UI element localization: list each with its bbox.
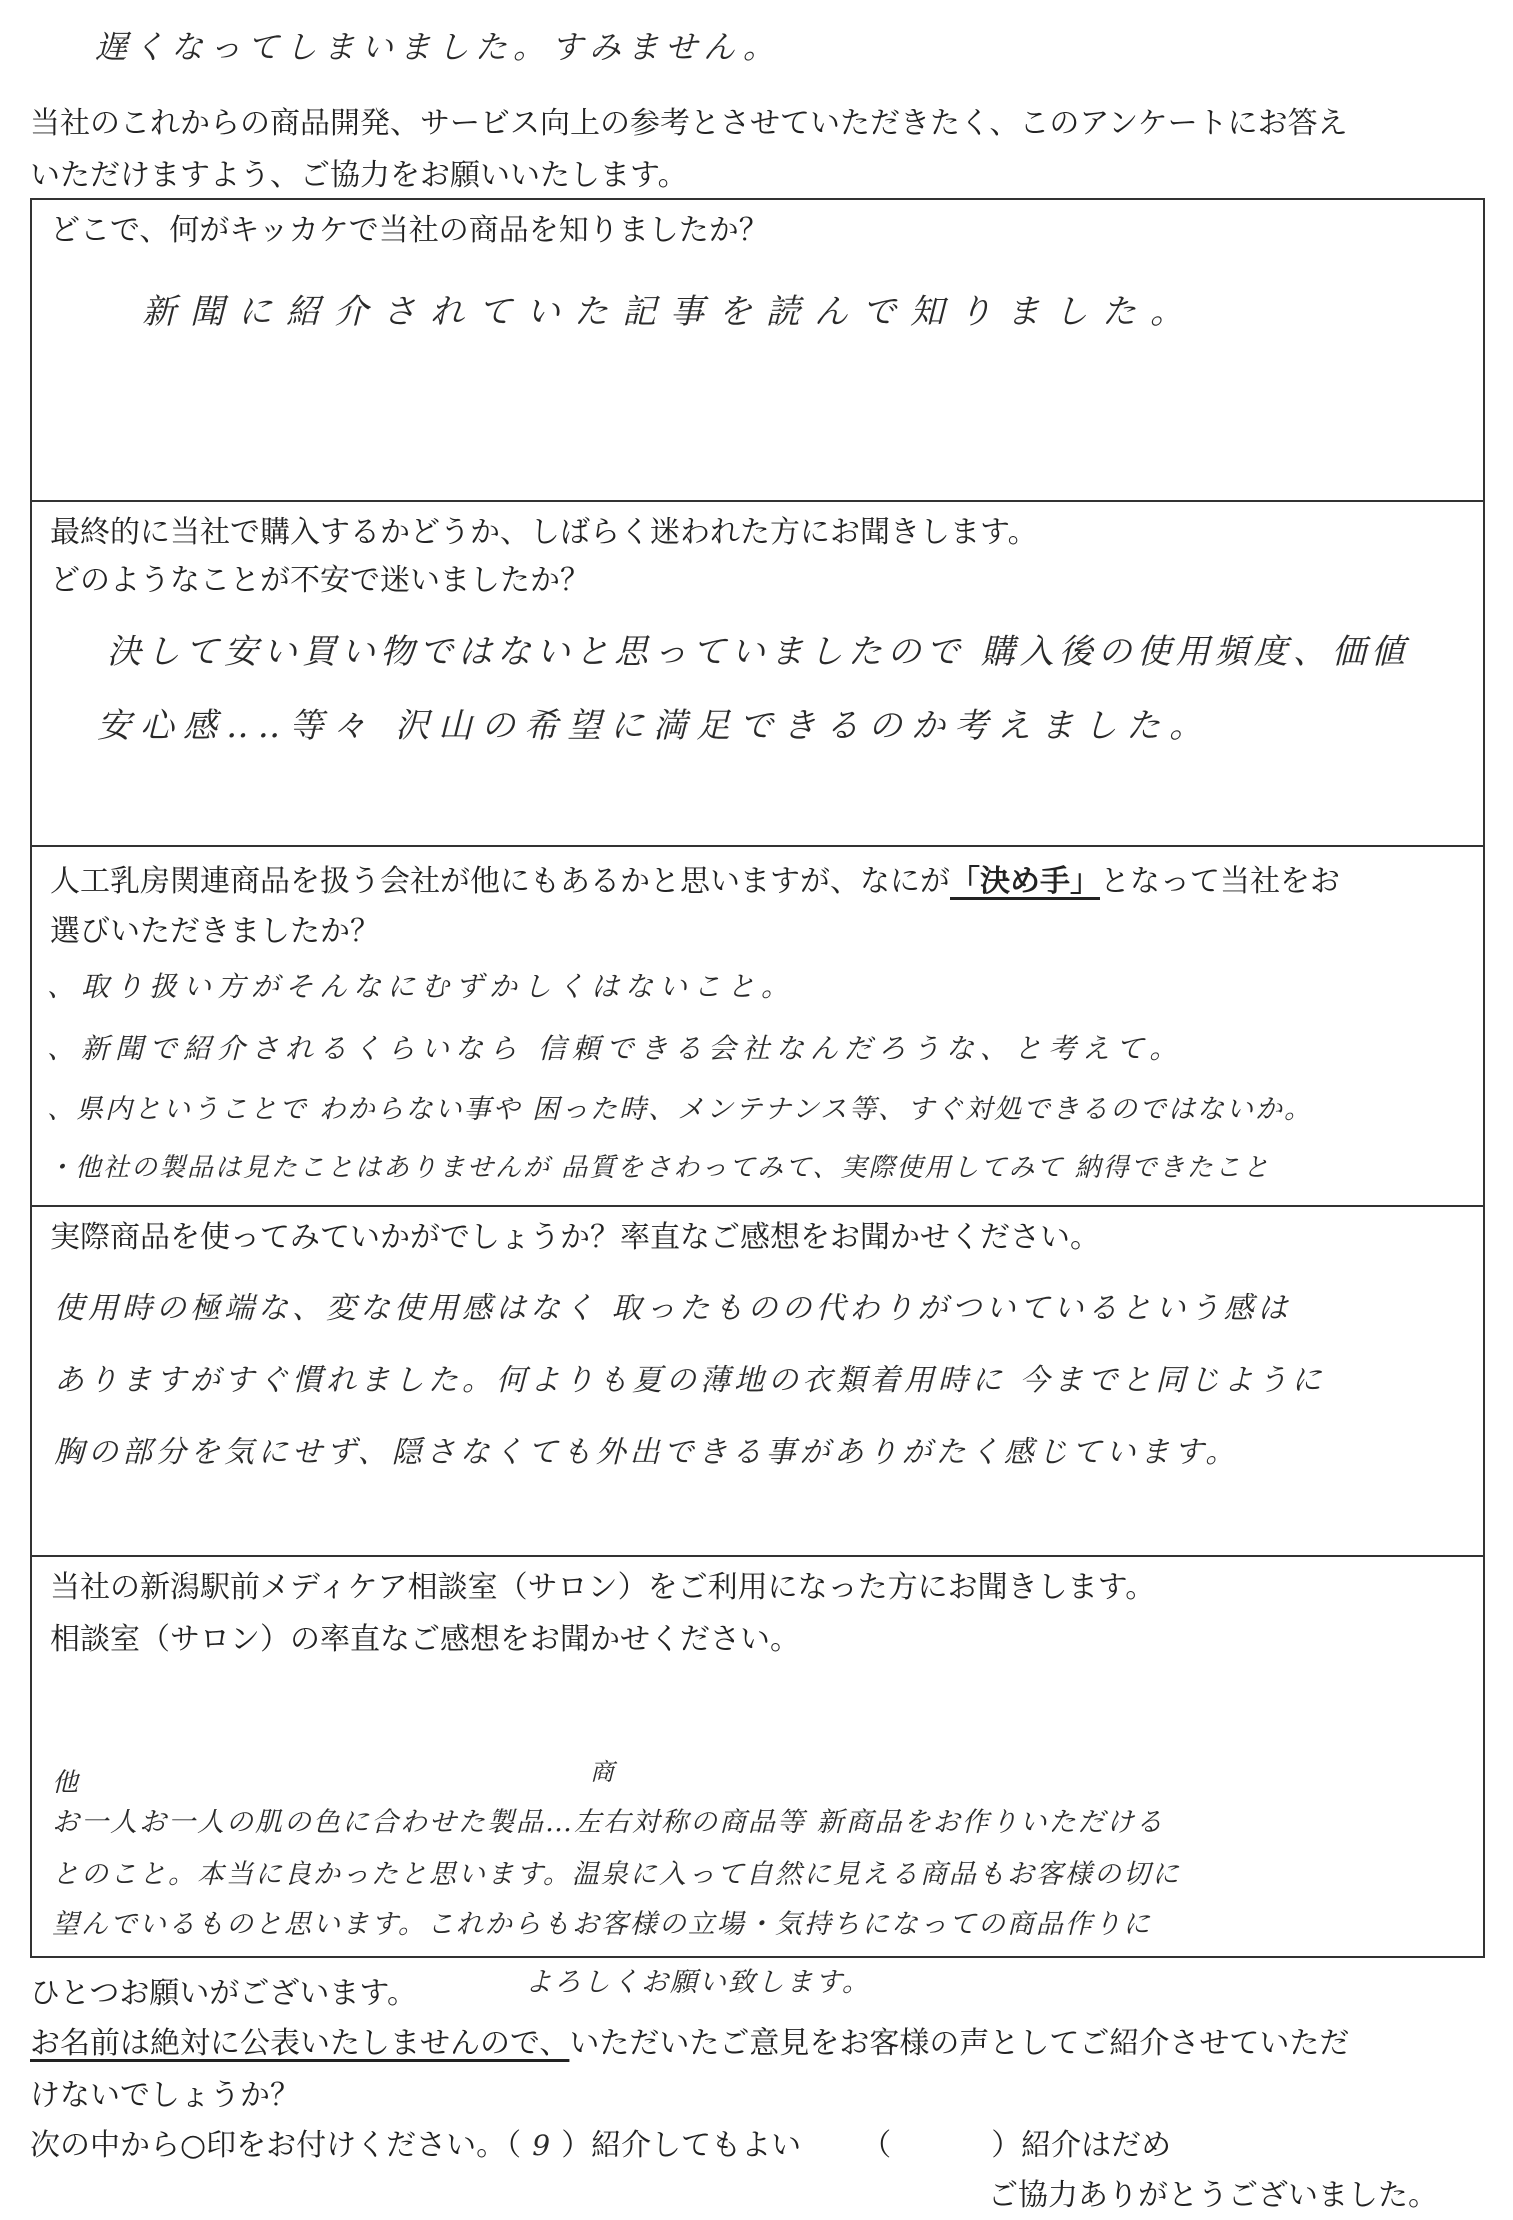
question-1-box — [30, 198, 1485, 500]
footer-choice-row — [30, 2122, 1171, 2170]
footer-consent-underlined: お名前は絶対に公表いたしませんので、 — [30, 2026, 570, 2061]
footer-thanks: ご協力ありがとうございました。 — [988, 2178, 1438, 2213]
question-2-box — [30, 500, 1485, 845]
question-3-text-before: 人工乳房関連商品を扱う会社が他にもあるかと思いますが、なにが — [50, 864, 950, 899]
intro-line-1: 当社のこれからの商品開発、サービス向上の参考とさせていただきたく、このアンケートにお答え — [30, 106, 1348, 141]
choice-ok-label: ）紹介してもよい — [561, 2128, 802, 2163]
question-5-text-line-2: 相談室（サロン）の率直なご感想をお聞かせください。 — [50, 1622, 800, 1657]
question-3-keyword: 「決め手」 — [950, 864, 1100, 899]
question-4-answer-line-1: 使用時の極端な、変な使用感はなく 取ったものの代わりがついているという感は — [54, 1291, 1292, 1326]
question-3-text-line-1 — [50, 859, 1340, 905]
footer-consent-line-1 — [30, 2020, 1349, 2068]
question-1-answer: 新聞に紹介されていた記事を読んで知りました。 — [142, 292, 1198, 332]
question-5-insert-note: 商 — [590, 1758, 614, 1786]
question-3-answer-4: ・他社の製品は見たことはありませんが 品質をさわってみて、実際使用してみて 納得できたこと — [47, 1153, 1271, 1183]
question-5-answer-line-4: よろしくお願い致します。 — [525, 1967, 871, 1998]
question-5-text-line-1: 当社の新潟駅前メディケア相談室（サロン）をご利用になった方にお聞きします。 — [50, 1570, 1156, 1605]
choice-ng-label: ）紹介はだめ — [991, 2128, 1172, 2163]
intro-line-2: いただけますよう、ご協力をお願いいたします。 — [30, 158, 688, 193]
question-5-margin-note: 他 — [52, 1768, 79, 1798]
question-4-box — [30, 1205, 1485, 1555]
question-1-text: どこで、何がキッカケで当社の商品を知りましたか？ — [50, 213, 769, 248]
question-4-answer-line-2: ありますがすぐ慣れました。何よりも夏の薄地の衣類着用時に 今までと同じように — [54, 1363, 1326, 1398]
question-2-answer-line-1: 決して安い買い物ではないと思っていましたので 購入後の使用頻度、価値 — [107, 632, 1410, 672]
header-handwritten-note: 遅くなってしまいました。すみません。 — [95, 28, 781, 66]
question-5-answer-line-1: お一人お一人の肌の色に合わせた製品…左右対称の商品等 新商品をお作りいただける — [52, 1807, 1165, 1838]
choice-prompt: 次の中から○印をお付けください。（ — [30, 2128, 522, 2163]
choice-ok-mark[interactable]: 9 — [532, 2129, 551, 2162]
question-3-text-after: となって当社をお — [1100, 864, 1340, 899]
footer-consent-rest: いただいたご意見をお客様の声としてご紹介させていただ — [569, 2026, 1350, 2061]
question-3-answer-1: 、取り扱い方がそんなにむずかしくはないこと。 — [47, 970, 796, 1003]
question-3-text-line-2: 選びいただきましたか？ — [50, 914, 380, 949]
question-2-text-line-1: 最終的に当社で購入するかどうか、しばらく迷われた方にお聞きします。 — [50, 515, 1038, 550]
question-2-text-line-2: どのようなことが不安で迷いましたか？ — [50, 563, 590, 598]
footer-request: ひとつお願いがございます。 — [30, 1976, 417, 2011]
question-3-box — [30, 845, 1485, 1205]
question-5-box — [30, 1555, 1485, 1958]
question-3-answer-3: 、県内ということで わからない事や 困った時、メンテナンス等、すぐ対処できるのではないか。 — [47, 1094, 1314, 1125]
question-3-answer-2: 、新聞で紹介されるくらいなら 信頼できる会社なんだろうな、と考えて。 — [47, 1032, 1184, 1065]
question-4-text: 実際商品を使ってみていかがでしょうか？率直なご感想をお聞かせください。 — [50, 1220, 1100, 1255]
question-5-answer-line-2: とのこと。本当に良かったと思います。温泉に入って自然に見える商品もお客様の切に — [52, 1859, 1181, 1890]
choice-ng-open: （ — [861, 2128, 892, 2163]
question-5-answer-line-3: 望んでいるものと思います。これからもお客様の立場・気持ちになっての商品作りに — [52, 1909, 1152, 1940]
question-2-answer-line-2: 安心感‥‥等々 沢山の希望に満足できるのか考えました。 — [97, 706, 1213, 746]
question-4-answer-line-3: 胸の部分を気にせず、隠さなくても外出できる事がありがたく感じています。 — [54, 1435, 1240, 1470]
footer-consent-line-2: けないでしょうか？ — [30, 2078, 300, 2113]
